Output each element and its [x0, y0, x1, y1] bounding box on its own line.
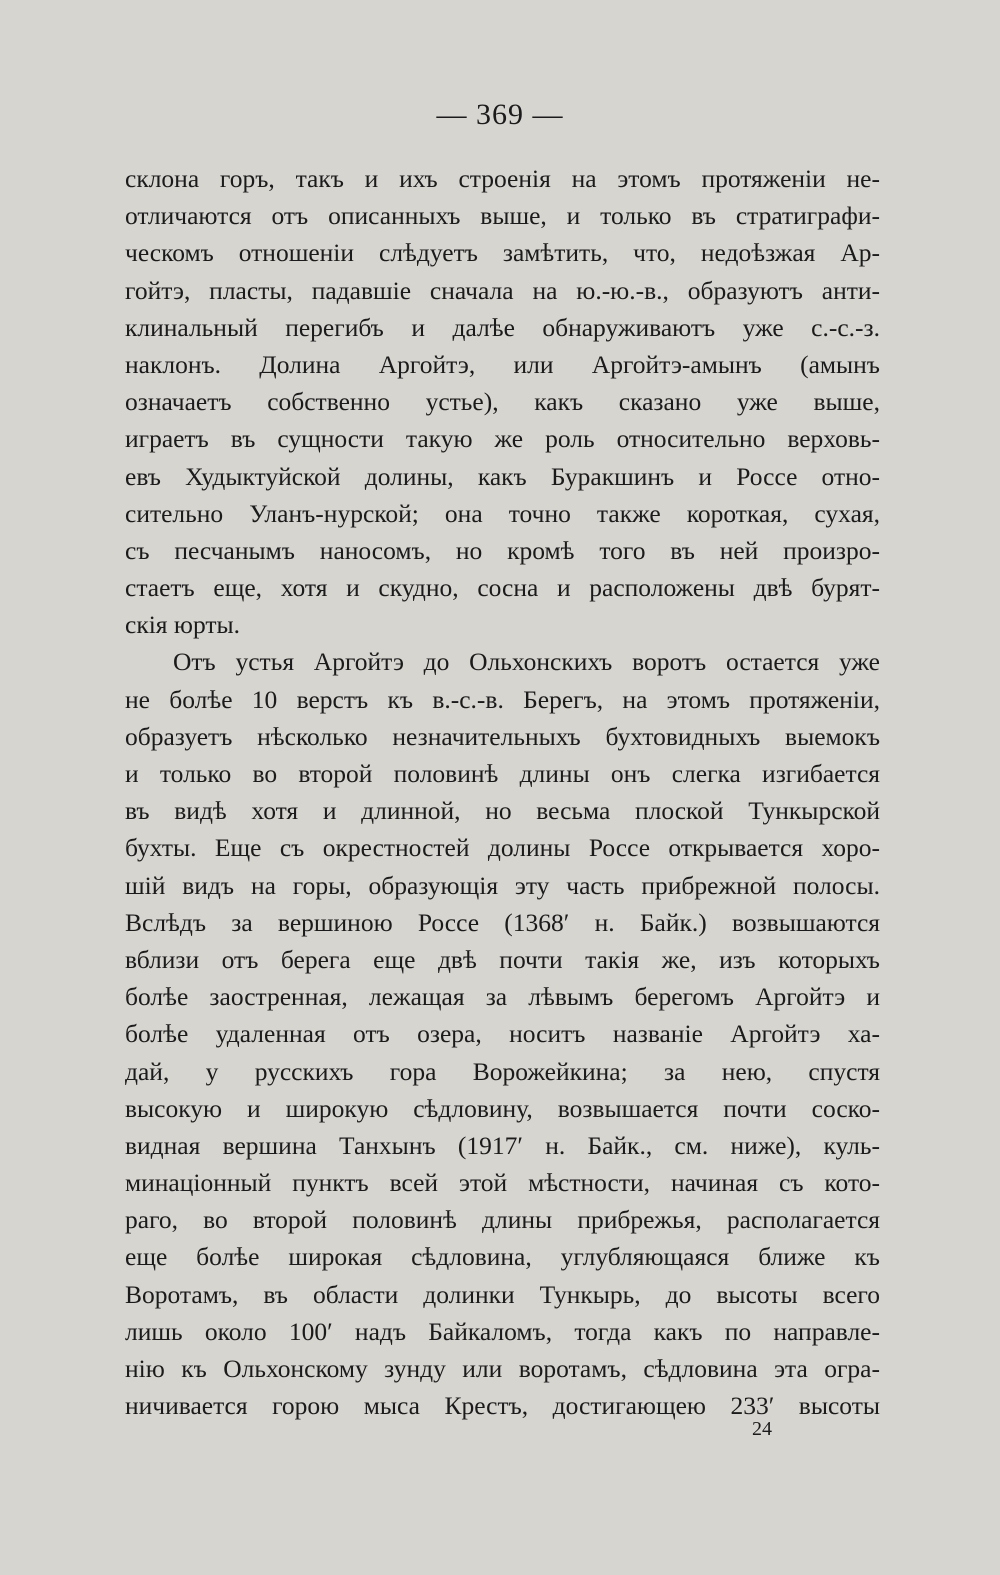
text-line: въ видѣ хотя и длинной, но весьма плоской Тункырской	[125, 796, 880, 826]
text-line: ничивается горою мыса Крестъ, достигающею 233′ высоты	[125, 1391, 880, 1421]
text-line: раго, во второй половинѣ длины прибрежья, располагается	[125, 1205, 880, 1235]
text-line: болѣе заостренная, лежащая за лѣвымъ берегомъ Аргойтэ и	[125, 982, 880, 1012]
text-line: дай, у русскихъ гора Ворожейкина; за нею, спустя	[125, 1056, 880, 1086]
page-number: — 369 —	[436, 98, 564, 131]
text-line: означаетъ собственно устье), какъ сказано уже выше,	[125, 387, 880, 417]
text-line: Отъ устья Аргойтэ до Ольхонскихъ воротъ остается уже	[173, 647, 880, 677]
text-line: скія юрты.	[125, 610, 241, 640]
text-line: стаетъ еще, хотя и скудно, сосна и расположены двѣ бурят-	[125, 573, 880, 603]
text-line: играетъ въ сущности такую же роль относительно верховь-	[125, 424, 880, 454]
text-line: вблизи отъ берега еще двѣ почти такія же, изъ которыхъ	[125, 944, 880, 974]
text-line: съ песчанымъ наносомъ, но кромѣ того въ ней произро-	[125, 535, 880, 565]
text-line: болѣе удаленная отъ озера, носитъ названіе Аргойтэ ха-	[125, 1019, 880, 1049]
body-text	[125, 160, 880, 1424]
text-line: бухты. Еще съ окрестностей долины Россе открывается хоро-	[125, 833, 880, 863]
text-line: Вслѣдъ за вершиною Россе (1368′ н. Байк.) возвышаются	[125, 907, 880, 937]
signature-mark: 24	[752, 1418, 772, 1440]
text-line: склона горъ, такъ и ихъ строенія на этомъ протяженіи не-	[125, 164, 880, 193]
text-line: гойтэ, пласты, падавшіе сначала на ю.-ю.-в., образуютъ анти-	[125, 275, 880, 305]
text-line: не болѣе 10 верстъ къ в.-с.-в. Берегъ, на этомъ протяженіи,	[125, 684, 880, 714]
text-line: клинальный перегибъ и далѣе обнаруживаютъ уже с.-с.-з.	[125, 312, 880, 342]
text-line: наклонъ. Долина Аргойтэ, или Аргойтэ-амынъ (амынъ	[125, 349, 880, 379]
text-line: высокую и широкую сѣдловину, возвышается почти соско-	[125, 1093, 880, 1123]
text-line: евъ Худыктуйской долины, какъ Буракшинъ и Россе отно-	[125, 461, 880, 491]
text-line: и только во второй половинѣ длины онъ слегка изгибается	[125, 759, 880, 788]
text-line: отличаются отъ описанныхъ выше, и только въ стратиграфи-	[125, 201, 880, 231]
text-line: минаціонный пунктъ всей этой мѣстности, начиная съ кото-	[125, 1168, 880, 1198]
text-line: ческомъ отношеніи слѣдуетъ замѣтить, что, недоѣзжая Ар-	[125, 238, 880, 268]
text-line: Воротамъ, въ области долинки Тункырь, до высоты всего	[125, 1279, 880, 1309]
text-line: нію къ Ольхонскому зунду или воротамъ, сѣдловина эта огра-	[125, 1354, 880, 1383]
text-line: сительно Уланъ-нурской; она точно также короткая, сухая,	[125, 498, 880, 528]
text-line: видная вершина Танхынъ (1917′ н. Байк., см. ниже), куль-	[125, 1130, 880, 1160]
text-line: шій видъ на горы, образующія эту часть прибрежной полосы.	[125, 870, 880, 900]
text-line: образуетъ нѣсколько незначительныхъ бухтовидныхъ выемокъ	[125, 721, 880, 751]
text-line: лишь около 100′ надъ Байкаломъ, тогда какъ по направле-	[125, 1316, 880, 1346]
text-line: еще болѣе широкая сѣдловина, углубляющаяся ближе къ	[125, 1242, 880, 1272]
